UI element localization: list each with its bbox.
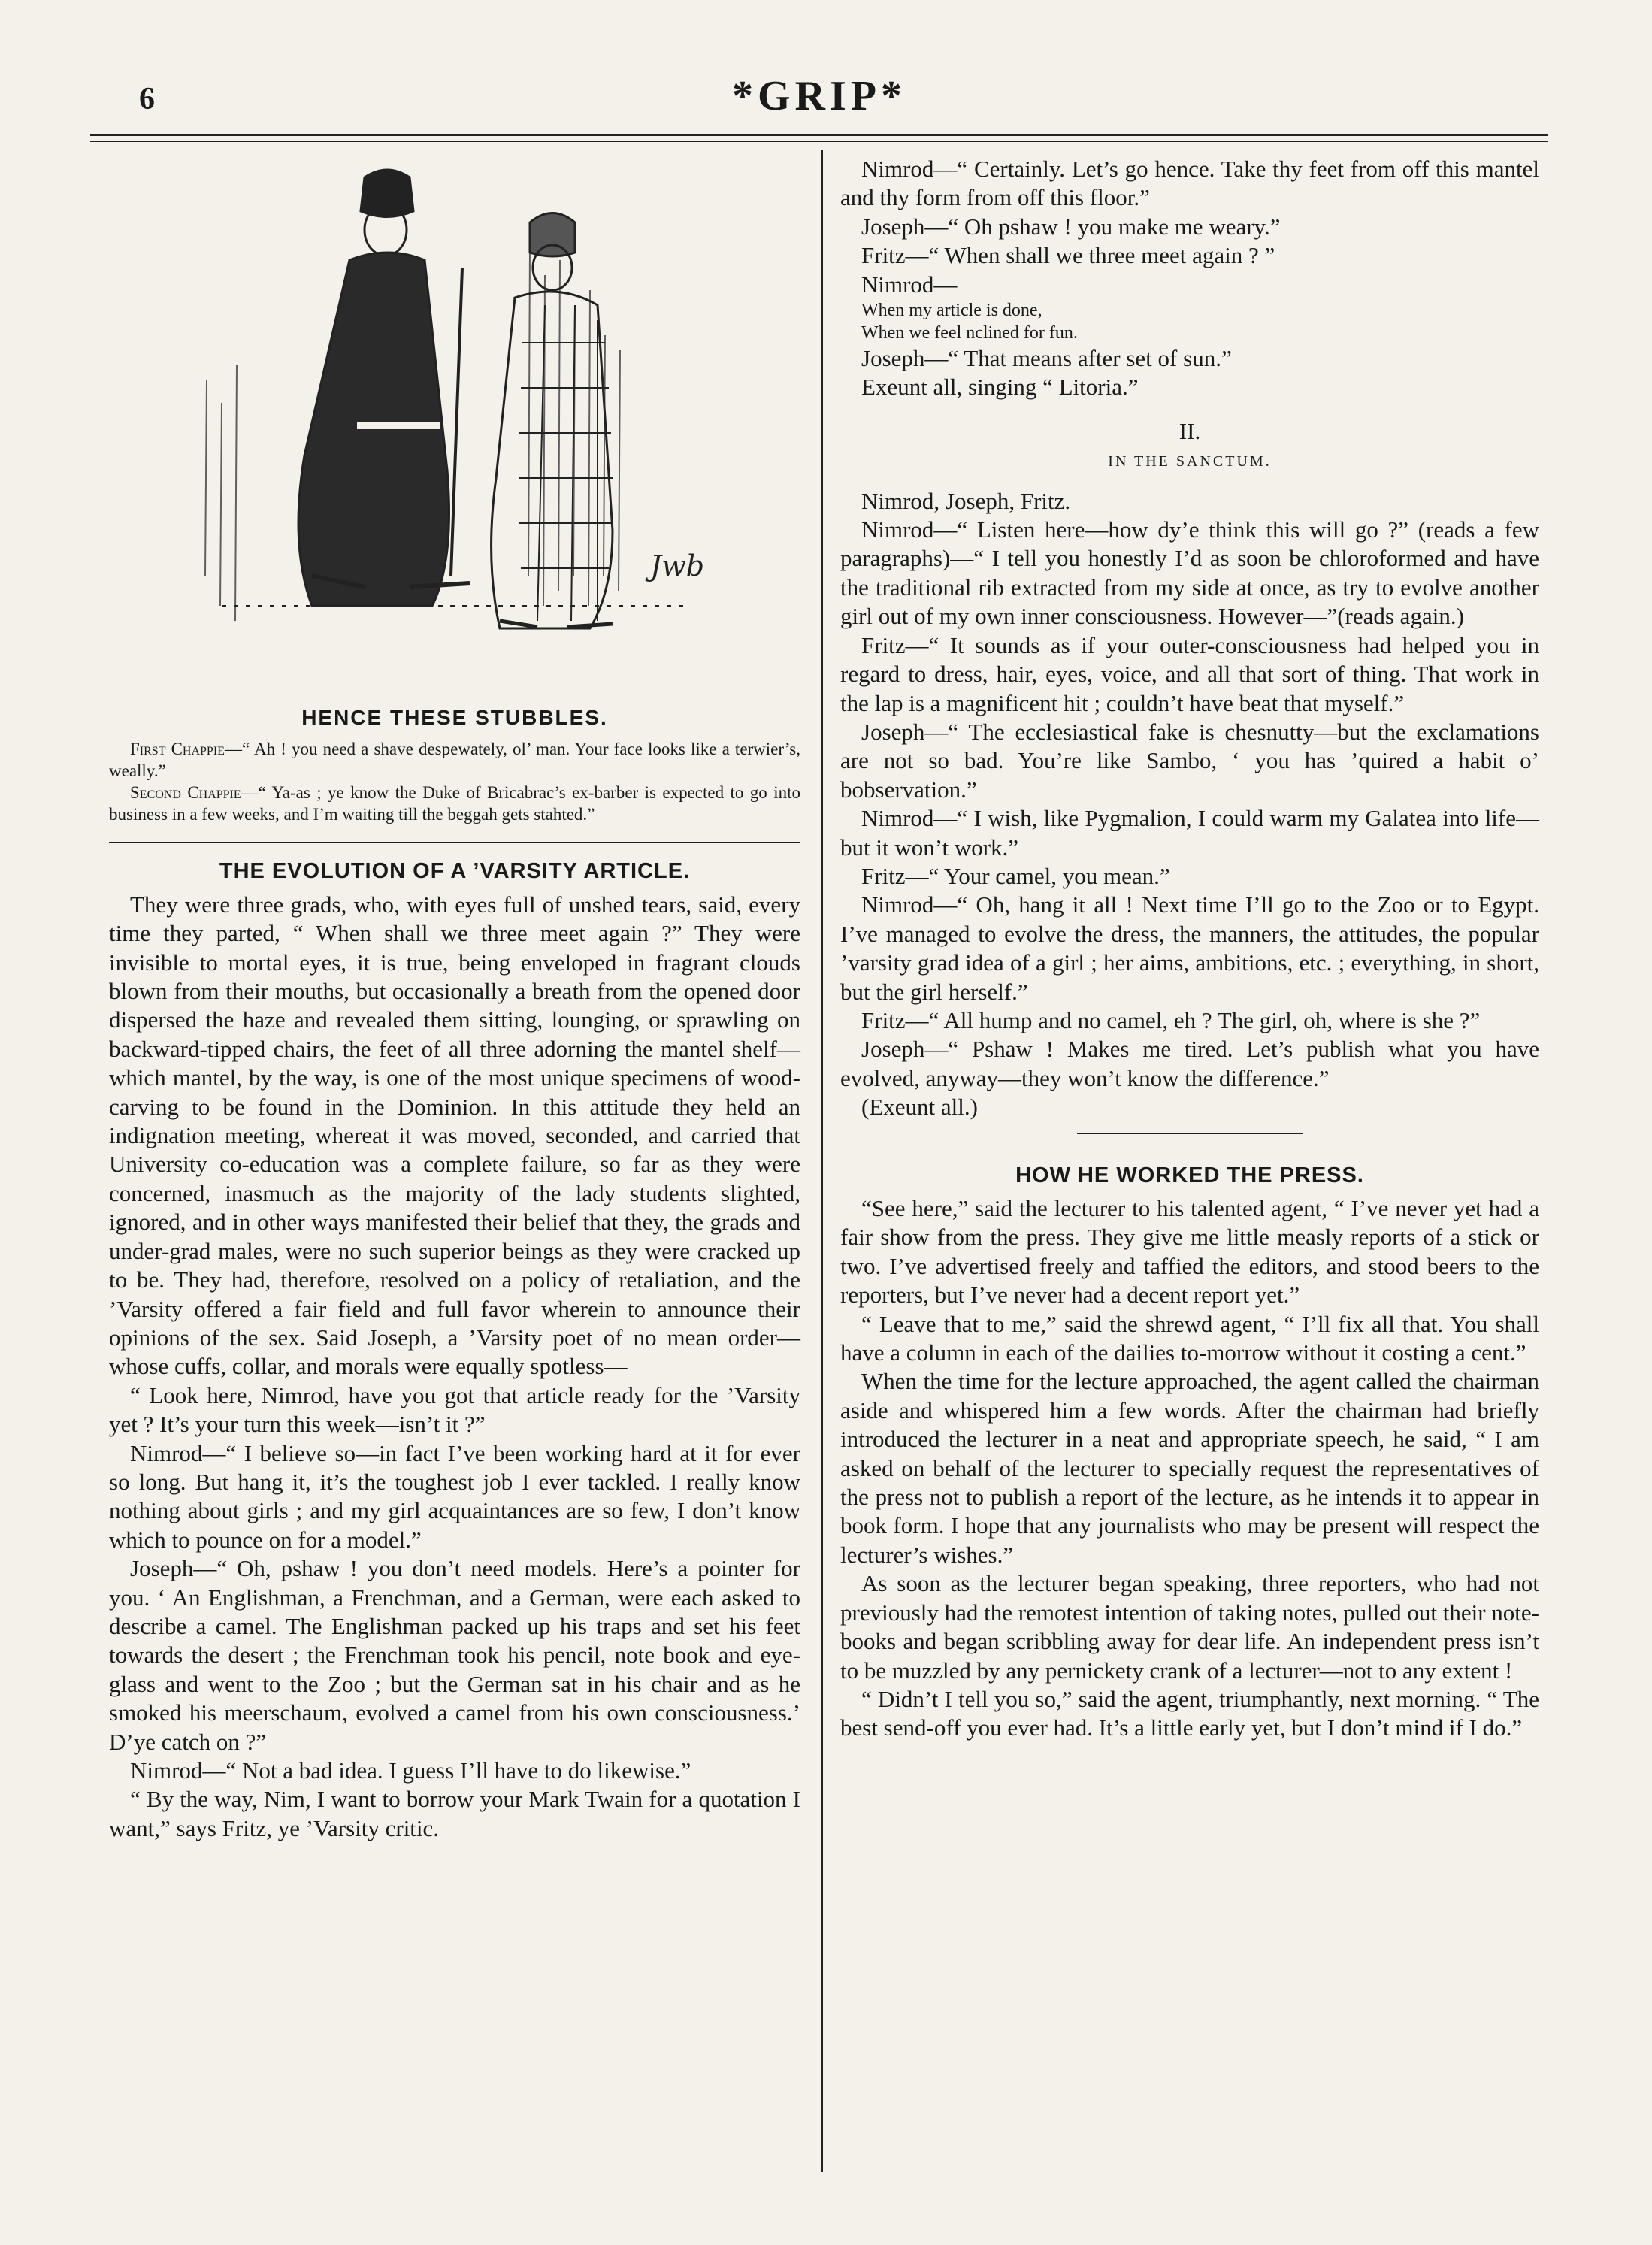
- header-rule-thin: [90, 141, 1548, 142]
- masthead: *GRIP*: [732, 73, 906, 120]
- part-label: IN THE SANCTUM.: [1108, 453, 1272, 470]
- article-paragraph: Nimrod—“ Not a bad idea. I guess I’ll have to do likewise.”: [130, 1757, 691, 1784]
- cartoon-illustration: [109, 155, 800, 681]
- article-paragraph: Joseph—“ Oh, pshaw ! you don’t need models. Here’s a pointer for you. ‘ An Englishman, a Frenchman, and a German, were each asked to describe a camel. The Englishman packed up his traps and set his feet towards the desert ; the Frenchman took his pencil, note book and eye-glass and went to the Zoo ; but the German sat in his chair and as he smoked his meerschaum, evolved a camel from his own consciousness.’ D’ye catch on ?”: [109, 1555, 800, 1755]
- right-column: [840, 155, 1539, 1743]
- caption-line-1: First Chappie—“ Ah ! you need a shave despewately, ol’ man. Your face looks like a terwier’s, weally.”: [109, 740, 800, 781]
- page-header: [90, 72, 1548, 132]
- cartoon-caption-title: HENCE THESE STUBBLES.: [301, 706, 608, 729]
- dialogue-line: Nimrod, Joseph, Fritz.: [861, 487, 1071, 514]
- stage-direction: (Exeunt all.): [861, 1094, 978, 1121]
- article-paragraph: “ Didn’t I tell you so,” said the agent, triumphantly, next morning. “ The best send-off you ever had. It’s a little early yet, but I don’t mind if I do.”: [840, 1685, 1539, 1741]
- article-paragraph: When the time for the lecture approached, the agent called the chairman aside and whispered him a few words. After the chairman had briefly introduced the lecturer in a neat and appropriate speech, he said, “ I am asked on behalf of the lecturer to specially request the representatives of the press not to publish a report of the lecture, as he intends it to appear in book form. I hope that any journalists who may be present will respect the lecturer’s wishes.”: [840, 1368, 1539, 1568]
- dialogue-line: Joseph—“ That means after set of sun.”: [861, 345, 1232, 372]
- caption-line-2: Second Chappie—“ Ya-as ; ye know the Duke of Bricabrac’s ex-barber is expected to go into business in a few weeks, and I’m waiting till the beggah gets stahted.”: [109, 783, 800, 824]
- header-rule: [90, 134, 1548, 136]
- dialogue-line: Fritz—“ Your camel, you mean.”: [861, 862, 1170, 889]
- cartoon-caption: [109, 738, 800, 825]
- dialogue-line: Fritz—“ It sounds as if your outer-consciousness had helped you in regard to dress, hair, eyes, voice, and all that sort of thing. That work in the lap is a magnificent hit ; couldn’t have beat that myself.”: [840, 631, 1539, 716]
- stage-direction: Exeunt all, singing “ Litoria.”: [861, 374, 1139, 401]
- verse-line: When we feel nclined for fun.: [861, 323, 1078, 343]
- article-paragraph: Nimrod—“ I believe so—in fact I’ve been working hard at it for ever so long. But hang it, it’s the toughest job I ever tackled. I really know nothing about girls ; and my girl acquaintances are so few, I don’t know which to pounce on for a model.”: [109, 1439, 800, 1553]
- dialogue-line: Nimrod—“ Certainly. Let’s go hence. Take thy feet from off this mantel and thy form from off this floor.”: [840, 156, 1539, 211]
- article-paragraph: “ By the way, Nim, I want to borrow your Mark Twain for a quotation I want,” says Fritz, ye ’Varsity critic.: [109, 1786, 800, 1841]
- dialogue-line: Nimrod—“ Listen here—how dy’e think this will go ?” (reads a few paragraphs)—“ I tell you honestly I’d as soon be chloroformed and have the traditional rib extracted from my side at once, as try to evolve another girl out of my own inner consciousness. However—”(reads again.): [840, 516, 1539, 630]
- dialogue-line: Fritz—“ When shall we three meet again ? ”: [861, 242, 1275, 269]
- article-paragraph: “See here,” said the lecturer to his talented agent, “ I’ve never yet had a fair show from the press. They give me little measly reports of a stick or two. I’ve advertised freely and taffied the editors, and stood beers to the reporters, but I’ve never had a decent report yet.”: [840, 1195, 1539, 1309]
- dialogue-line: Nimrod—“ Oh, hang it all ! Next time I’ll go to the Zoo or to Egypt. I’ve managed to evolve the dress, the manners, the attitudes, the popular ’varsity grad idea of a girl ; her aims, ambitions, etc. ; everything, in short, but the girl herself.”: [840, 891, 1539, 1005]
- article-paragraph: As soon as the lecturer began speaking, three reporters, who had not previously had the remotest intention of taking notes, pulled out their note-books and began scribbling away for dear life. An independent press isn’t to be muzzled by any pernickety crank of a lecturer—not to any extent !: [840, 1570, 1539, 1684]
- article-paragraph: “ Leave that to me,” said the shrewd agent, “ I’ll fix all that. You shall have a column in each of the dailies to-morrow without it costing a cent.”: [840, 1310, 1539, 1366]
- part-numeral: II.: [1178, 417, 1201, 444]
- article-paragraph: They were three grads, who, with eyes full of unshed tears, said, every time they parted, “ When shall we three meet again ?” They were invisible to mortal eyes, it is true, being enveloped in fragrant clouds blown from their mouths, but occasionally a breath from the opened door dispersed the haze and revealed them sitting, lounging, or sprawling on backward-tipped chairs, the feet of all three adorning the mantel shelf—which mantel, by the way, is one of the most unique specimens of wood-carving to be found in the Dominion. In this attitude they held an indignation meeting, whereat it was moved, seconded, and carried that University co-education was a complete failure, so far as they were concerned, inasmuch as the majority of the lady students slighted, ignored, and in other ways manifested their belief that they, the grads and under-grad males, were no such superior beings as they were cracked up to be. They had, therefore, resolved on a policy of retaliation, and the ’Varsity offered a fair field and full favor wherein to announce their opinions of the sex. Said Joseph, a ’Varsity poet of no mean order—whose cuffs, collar, and morals were equally spotless—: [109, 891, 800, 1380]
- article-paragraph: “ Look here, Nimrod, have you got that article ready for the ’Varsity yet ? It’s your turn this week—isn’t it ?”: [109, 1381, 800, 1438]
- left-column: [109, 155, 800, 1843]
- dialogue-line: Joseph—“ Oh pshaw ! you make me weary.”: [861, 213, 1281, 240]
- section-rule: [109, 842, 800, 843]
- article-title-evolution: THE EVOLUTION OF A ’VARSITY ARTICLE.: [219, 859, 691, 884]
- dialogue-line: Joseph—“ The ecclesiastical fake is chesnutty—but the exclamations are not so bad. You’re like Sambo, ‘ you has ’quired a habit o’ bobservation.”: [840, 718, 1539, 803]
- cartoon-drawing: [109, 155, 800, 681]
- dialogue-line: Nimrod—: [861, 271, 958, 298]
- verse-line: When my article is done,: [861, 301, 1042, 321]
- page-number: 6: [139, 82, 155, 116]
- article-title-press: HOW HE WORKED THE PRESS.: [1015, 1163, 1364, 1188]
- dialogue-line: Nimrod—“ I wish, like Pygmalion, I could warm my Galatea into life—but it won’t work.”: [840, 805, 1539, 861]
- dialogue-line: Fritz—“ All hump and no camel, eh ? The girl, oh, where is she ?”: [861, 1006, 1481, 1033]
- article-end-rule: [1077, 1133, 1303, 1134]
- dialogue-line: Joseph—“ Pshaw ! Makes me tired. Let’s publish what you have evolved, anyway—they won’t know the difference.”: [840, 1036, 1539, 1091]
- column-divider: [821, 150, 823, 2172]
- artist-signature: Jwb: [650, 549, 705, 582]
